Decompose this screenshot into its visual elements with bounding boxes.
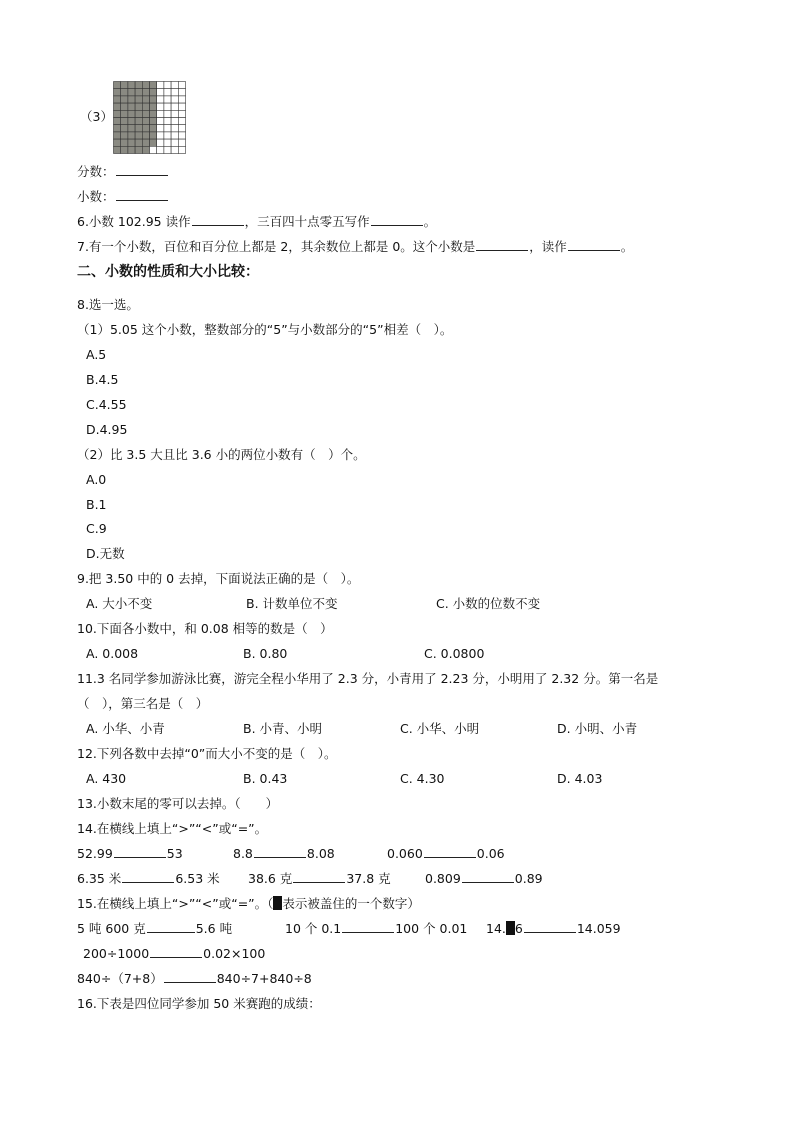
grid-cell: [157, 139, 164, 146]
grid-cell: [157, 132, 164, 139]
grid-cell-shaded: [142, 82, 149, 89]
grid-cell-shaded: [150, 132, 157, 139]
compare-left: 840÷（7+8）: [77, 971, 163, 986]
grid-cell: [157, 146, 164, 153]
grid-cell: [171, 118, 178, 125]
grid-cell-shaded: [150, 82, 157, 89]
question-13: 13.小数末尾的零可以去掉。（ ）: [77, 796, 279, 811]
question-12: 12.下列各数中去掉“0”而大小不变的是（ ）。: [77, 746, 337, 761]
compare-item: [387, 846, 505, 862]
grid-cell: [164, 125, 171, 132]
compare-left: 10 个 0.1: [285, 921, 342, 936]
option-c[interactable]: C.4.55: [86, 397, 127, 412]
compare-item: [77, 871, 220, 887]
grid-cell-shaded: [150, 139, 157, 146]
compare-right: 5.6 吨: [195, 921, 233, 936]
grid-cell-shaded: [128, 110, 135, 117]
grid-cell: [171, 89, 178, 96]
grid-cell: [164, 110, 171, 117]
grid-cell: [178, 96, 185, 103]
hundred-grid: [113, 81, 186, 154]
grid-cell: [171, 110, 178, 117]
grid-cell: [171, 146, 178, 153]
grid-cell: [178, 118, 185, 125]
grid-cell-shaded: [142, 110, 149, 117]
grid-cell-shaded: [114, 96, 121, 103]
grid-cell-shaded: [114, 82, 121, 89]
compare-item: [486, 921, 621, 937]
option-a[interactable]: A. 430: [86, 771, 127, 786]
grid-cell: [178, 89, 185, 96]
question-15: [77, 896, 420, 912]
option-b[interactable]: B. 0.80: [243, 646, 288, 661]
question-text: 表示被盖住的一个数字）: [282, 896, 420, 911]
grid-cell: [178, 103, 185, 110]
question-text: 6.小数 102.95 读作: [77, 214, 191, 229]
grid-cell: [164, 139, 171, 146]
grid-cell-shaded: [142, 89, 149, 96]
option-b[interactable]: B. 计数单位不变: [246, 596, 338, 611]
grid-cell: [157, 103, 164, 110]
grid-cell-shaded: [135, 118, 142, 125]
compare-item: [233, 846, 335, 862]
answer-blank[interactable]: [568, 239, 620, 251]
answer-blank[interactable]: [342, 921, 394, 933]
grid-cell-shaded: [128, 118, 135, 125]
option-c[interactable]: C. 小数的位数不变: [436, 596, 541, 611]
grid-cell-shaded: [128, 139, 135, 146]
question-7: [77, 239, 633, 255]
grid-cell-shaded: [150, 110, 157, 117]
option-d[interactable]: D.4.95: [86, 422, 128, 437]
grid-cell-shaded: [128, 132, 135, 139]
option-a[interactable]: A.5: [86, 347, 107, 362]
option-b[interactable]: B.4.5: [86, 372, 119, 387]
question-6: [77, 214, 436, 230]
grid-cell: [157, 96, 164, 103]
compare-left: 52.99: [77, 846, 113, 861]
compare-item: [77, 846, 183, 862]
answer-blank[interactable]: [116, 189, 168, 201]
grid-cell-shaded: [128, 125, 135, 132]
grid-cell-shaded: [114, 139, 121, 146]
compare-left: 14.: [486, 921, 506, 936]
grid-cell: [157, 110, 164, 117]
grid-cell-shaded: [150, 103, 157, 110]
grid-cell-shaded: [142, 103, 149, 110]
grid-cell: [164, 82, 171, 89]
answer-blank[interactable]: [371, 214, 423, 226]
grid-cell-shaded: [135, 125, 142, 132]
option-a[interactable]: A. 大小不变: [86, 596, 153, 611]
grid-cell-shaded: [121, 118, 128, 125]
compare-item: [77, 971, 312, 987]
grid-cell-shaded: [142, 125, 149, 132]
compare-left: 5 吨 600 克: [77, 921, 146, 936]
grid-cell-shaded: [135, 103, 142, 110]
answer-blank[interactable]: [122, 871, 174, 883]
decimal-answer-line: [77, 189, 169, 205]
option-c[interactable]: C. 4.30: [400, 771, 445, 786]
question-8-part-2: （2）比 3.5 大且比 3.6 小的两位小数有（ ）个。: [77, 447, 366, 462]
grid-cell-shaded: [114, 125, 121, 132]
option-d[interactable]: D.无数: [86, 546, 125, 561]
grid-cell-shaded: [135, 139, 142, 146]
compare-item: [285, 921, 467, 937]
grid-cell: [171, 96, 178, 103]
compare-left: 6.35 米: [77, 871, 122, 886]
compare-left: 8.8: [233, 846, 253, 861]
option-a[interactable]: A. 小华、小青: [86, 721, 165, 736]
grid-cell: [157, 89, 164, 96]
grid-cell-shaded: [142, 118, 149, 125]
grid-cell-shaded: [114, 132, 121, 139]
answer-blank[interactable]: [462, 871, 514, 883]
grid-cell-shaded: [121, 96, 128, 103]
grid-cell-shaded: [114, 89, 121, 96]
question-11-line-1: 11.3 名同学参加游泳比赛，游完全程小华用了 2.3 分，小青用了 2.23 分，小明用了 2.32 分。第一名是: [77, 671, 659, 686]
compare-left: 6: [514, 921, 523, 936]
grid-cell-shaded: [142, 146, 149, 153]
option-a[interactable]: A. 0.008: [86, 646, 139, 661]
grid-cell: [164, 146, 171, 153]
compare-right: 0.89: [514, 871, 543, 886]
grid-cell-shaded: [114, 146, 121, 153]
grid-cell: [164, 89, 171, 96]
grid-cell: [164, 103, 171, 110]
grid-cell: [171, 125, 178, 132]
compare-item: [248, 871, 391, 887]
grid-cell-shaded: [128, 96, 135, 103]
answer-blank[interactable]: [524, 921, 576, 933]
grid-cell: [164, 132, 171, 139]
question-text: 15.在横线上填上“>”“<”或“=”。（: [77, 896, 274, 911]
grid-cell-shaded: [128, 82, 135, 89]
answer-blank[interactable]: [116, 164, 168, 176]
grid-cell-shaded: [121, 82, 128, 89]
grid-cell: [178, 82, 185, 89]
grid-cell-shaded: [128, 103, 135, 110]
grid-cell-shaded: [114, 118, 121, 125]
compare-right: 840÷7+840÷8: [216, 971, 312, 986]
compare-item: [425, 871, 543, 887]
compare-item: [77, 921, 232, 937]
grid-cell-shaded: [135, 82, 142, 89]
answer-blank[interactable]: [150, 946, 202, 958]
grid-cell: [164, 96, 171, 103]
grid-cell-shaded: [142, 132, 149, 139]
grid-cell: [178, 146, 185, 153]
question-text: 7.有一个小数，百位和百分位上都是 2，其余数位上都是 0。这个小数是: [77, 239, 476, 254]
grid-cell: [164, 118, 171, 125]
grid-cell-shaded: [142, 139, 149, 146]
compare-left: 38.6 克: [248, 871, 293, 886]
grid-cell-shaded: [142, 96, 149, 103]
grid-cell-shaded: [135, 96, 142, 103]
grid-cell: [171, 103, 178, 110]
grid-cell-shaded: [121, 103, 128, 110]
question-8-title: 8.选一选。: [77, 297, 139, 312]
decimal-label: 小数：: [77, 189, 115, 204]
grid-cell: [171, 132, 178, 139]
option-c[interactable]: C. 小华、小明: [400, 721, 480, 736]
answer-blank[interactable]: [192, 214, 244, 226]
question-14: 14.在横线上填上“>”“<”或“=”。: [77, 821, 268, 836]
compare-left: 0.809: [425, 871, 461, 886]
grid-cell-shaded: [121, 125, 128, 132]
grid-cell-shaded: [121, 146, 128, 153]
grid-cell-shaded: [150, 125, 157, 132]
grid-cell: [178, 139, 185, 146]
compare-right: 6.53 米: [175, 871, 220, 886]
answer-blank[interactable]: [476, 239, 528, 251]
compare-right: 14.059: [576, 921, 621, 936]
compare-left: 0.060: [387, 846, 423, 861]
grid-cell: [171, 82, 178, 89]
compare-right: 0.02×100: [203, 946, 266, 961]
question-label: （3）: [80, 109, 113, 124]
grid-cell-shaded: [150, 96, 157, 103]
answer-blank[interactable]: [147, 921, 195, 933]
option-d[interactable]: D. 小明、小青: [557, 721, 638, 736]
grid-cell: [178, 132, 185, 139]
option-c[interactable]: C.9: [86, 521, 107, 536]
grid-cell-shaded: [128, 89, 135, 96]
question-11-line-2: （ ），第三名是（ ）: [77, 696, 209, 711]
grid-cell-shaded: [135, 146, 142, 153]
compare-right: 100 个 0.01: [395, 921, 468, 936]
answer-blank[interactable]: [254, 846, 306, 858]
grid-cell: [178, 110, 185, 117]
grid-cell: [150, 146, 157, 153]
grid-cell-shaded: [135, 89, 142, 96]
section-heading: 二、小数的性质和大小比较：: [77, 264, 259, 280]
grid-cell: [171, 139, 178, 146]
question-8-part-1: （1）5.05 这个小数，整数部分的“5”与小数部分的“5”相差（ ）。: [77, 322, 453, 337]
fraction-answer-line: [77, 164, 169, 180]
grid-cell-shaded: [121, 110, 128, 117]
question-16: 16.下表是四位同学参加 50 米赛跑的成绩：: [77, 996, 321, 1011]
answer-blank[interactable]: [164, 971, 216, 983]
option-b[interactable]: B. 0.43: [243, 771, 288, 786]
compare-right: 53: [166, 846, 183, 861]
grid-cell-shaded: [121, 132, 128, 139]
answer-blank[interactable]: [293, 871, 345, 883]
option-c[interactable]: C. 0.0800: [424, 646, 485, 661]
grid-cell: [157, 118, 164, 125]
question-text: 。: [423, 214, 437, 229]
question-text: 。: [620, 239, 634, 254]
question-text: ，三百四十点零五写作: [244, 214, 370, 229]
grid-cell-shaded: [150, 118, 157, 125]
question-9: 9.把 3.50 中的 0 去掉，下面说法正确的是（ ）。: [77, 571, 360, 586]
question-10: 10.下面各小数中，和 0.08 相等的数是（ ）: [77, 621, 333, 636]
grid-cell-shaded: [114, 110, 121, 117]
grid-cell-shaded: [128, 146, 135, 153]
option-b[interactable]: B.1: [86, 497, 107, 512]
grid-cell-shaded: [114, 103, 121, 110]
compare-right: 8.08: [306, 846, 335, 861]
compare-right: 0.06: [476, 846, 505, 861]
grid-cell: [157, 82, 164, 89]
option-a[interactable]: A.0: [86, 472, 107, 487]
grid-cell-shaded: [121, 89, 128, 96]
option-d[interactable]: D. 4.03: [557, 771, 603, 786]
compare-item: [83, 946, 265, 962]
option-b[interactable]: B. 小青、小明: [243, 721, 323, 736]
answer-blank[interactable]: [114, 846, 166, 858]
grid-cell: [157, 125, 164, 132]
grid-cell-shaded: [135, 132, 142, 139]
fraction-label: 分数：: [77, 164, 115, 179]
grid-cell: [178, 125, 185, 132]
answer-blank[interactable]: [424, 846, 476, 858]
grid-cell-shaded: [135, 110, 142, 117]
question-text: ，读作: [529, 239, 567, 254]
grid-cell-shaded: [150, 89, 157, 96]
grid-cell-shaded: [121, 139, 128, 146]
compare-right: 37.8 克: [346, 871, 391, 886]
covered-digit-icon: [506, 921, 515, 935]
compare-left: 200÷1000: [83, 946, 150, 961]
